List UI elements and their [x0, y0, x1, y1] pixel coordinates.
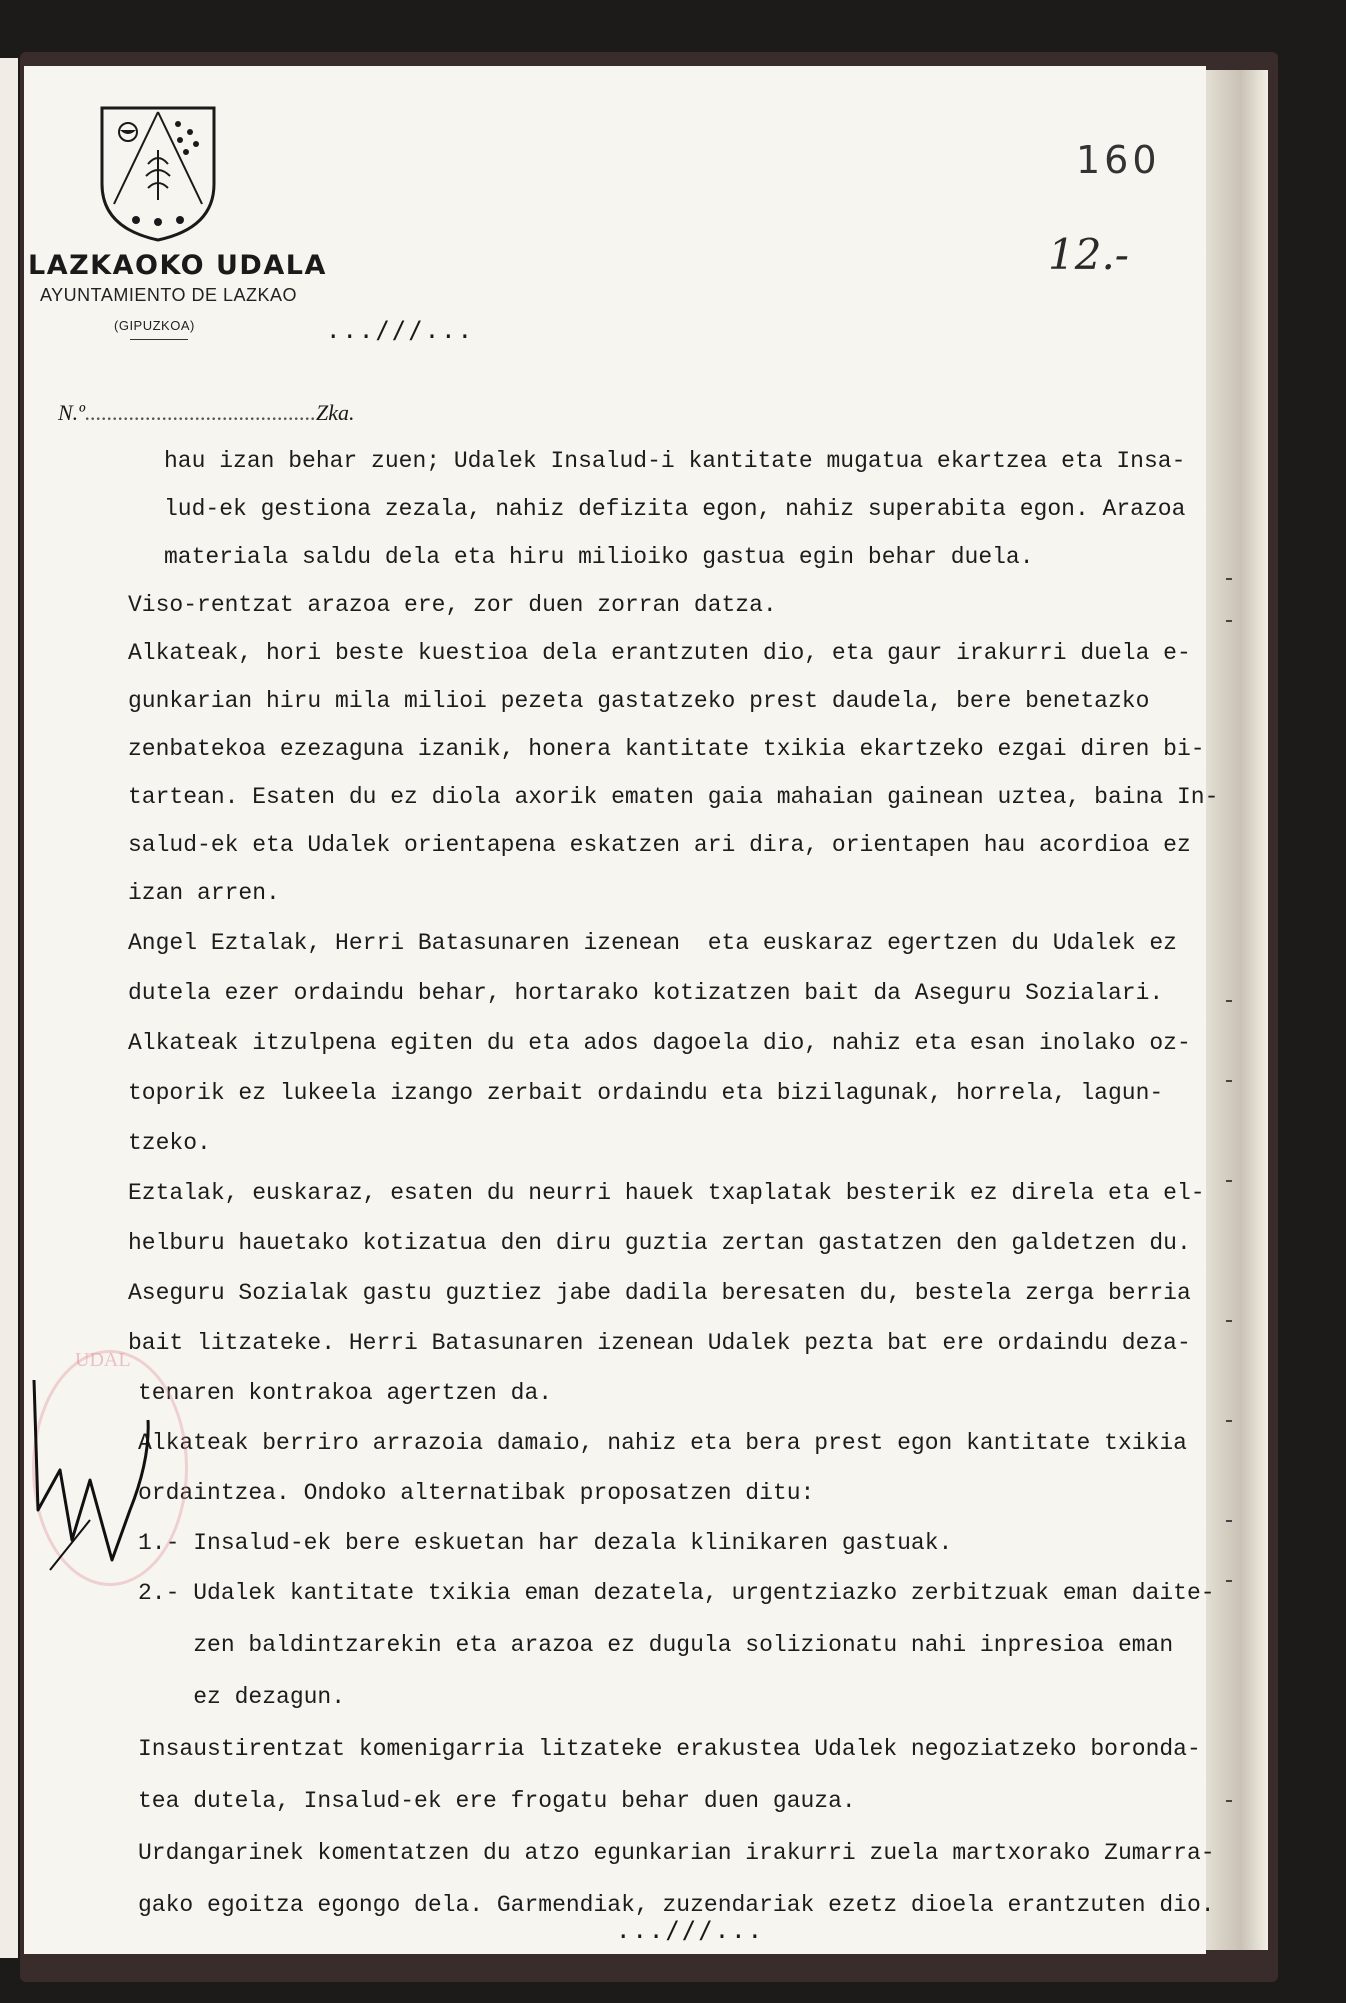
margin-mark	[1226, 1420, 1232, 1422]
page-number: 160	[1076, 138, 1161, 182]
body-line: lud-ek gestiona zezala, nahiz defizita egon, nahiz superabita egon. Arazoa	[164, 496, 1186, 522]
body-line: gunkarian hiru mila milioi pezeta gastatzeko prest daudela, bere benetazko	[128, 688, 1150, 714]
right-margin-marks	[1222, 560, 1252, 1860]
letterhead	[28, 250, 328, 340]
margin-mark	[1226, 1580, 1232, 1582]
body-line: zen baldintzarekin eta arazoa ez dugula solizionatu nahi inpresioa eman	[138, 1632, 1174, 1658]
body-line: bait litzateke. Herri Batasunaren izenean Udalek pezta bat ere ordaindu deza-	[128, 1330, 1191, 1356]
body-line: gako egoitza egongo dela. Garmendiak, zuzendariak ezetz dioela erantzuten dio.	[138, 1892, 1215, 1918]
body-line: izan arren.	[128, 880, 280, 906]
continuation-marker-top: ...///...	[326, 316, 475, 344]
body-line: Angel Eztalak, Herri Batasunaren izenean eta euskaraz egertzen du Udalek ez	[128, 930, 1177, 956]
margin-mark	[1226, 620, 1232, 622]
margin-mark	[1226, 1320, 1232, 1322]
margin-mark	[1226, 1180, 1232, 1182]
handwritten-signature	[20, 1360, 160, 1590]
body-line: Insaustirentzat komenigarria litzateke erakustea Udalek negoziatzeko boronda-	[138, 1736, 1201, 1762]
body-line: tea dutela, Insalud-ek ere frogatu behar duen gauza.	[138, 1788, 856, 1814]
body-line: ez dezagun.	[138, 1684, 346, 1710]
body-line: ordaintzea. Ondoko alternatibak proposatzen ditu:	[138, 1480, 815, 1506]
body-line: dutela ezer ordaindu behar, hortarako kotizatzen bait da Aseguru Sozialari.	[128, 980, 1164, 1006]
number-suffix: Zka.	[316, 400, 355, 425]
margin-mark	[1226, 1800, 1232, 1802]
municipality-name: LAZKAOKO UDALA	[28, 250, 327, 281]
body-line: Urdangarinek komentatzen du atzo egunkarian irakurri zuela martxorako Zumarra-	[138, 1840, 1215, 1866]
handwritten-note: 12.-	[1048, 230, 1129, 279]
municipal-crest-icon	[98, 104, 218, 244]
previous-page-edge	[0, 58, 18, 1958]
body-line: Eztalak, euskaraz, esaten du neurri hauek txaplatak besterik ez direla eta el-	[128, 1180, 1205, 1206]
body-line: Alkateak, hori beste kuestioa dela erantzuten dio, eta gaur irakurri duela e-	[128, 640, 1191, 666]
body-line: hau izan behar zuen; Udalek Insalud-i kantitate mugatua ekartzea eta Insa-	[164, 448, 1186, 474]
number-dots: ..........................................	[85, 400, 316, 425]
body-line: 1.- Insalud-ek bere eskuetan har dezala klinikaren gastuak.	[138, 1530, 953, 1556]
body-line: salud-ek eta Udalek orientapena eskatzen ari dira, orientapen hau acordioa ez	[128, 832, 1191, 858]
margin-mark	[1226, 1000, 1232, 1002]
body-line: Alkateak berriro arrazoia damaio, nahiz eta bera prest egon kantitate txikia	[138, 1430, 1187, 1456]
letterhead-divider	[130, 339, 188, 340]
municipality-subtitle: AYUNTAMIENTO DE LAZKAO	[40, 285, 298, 305]
document-page	[24, 66, 1206, 1954]
body-line: tenaren kontrakoa agertzen da.	[138, 1380, 553, 1406]
body-line: zenbatekoa ezezaguna izanik, honera kantitate txikia ekartzeko ezgai diren bi-	[128, 736, 1205, 762]
body-line: Aseguru Sozialak gastu guztiez jabe dadila beresaten du, bestela zerga berria	[128, 1280, 1191, 1306]
margin-mark	[1226, 1520, 1232, 1522]
stamp-text: UDAL	[75, 1349, 131, 1371]
province-label: (GIPUZKOA)	[114, 318, 195, 333]
body-line: helburu hauetako kotizatua den diru guztia zertan gastatzen den galdetzen du.	[128, 1230, 1191, 1256]
number-field	[58, 400, 355, 426]
body-line: materiala saldu dela eta hiru milioiko gastua egin behar duela.	[164, 544, 1034, 570]
body-line: 2.- Udalek kantitate txikia eman dezatela, urgentziazko zerbitzuak eman daite-	[138, 1580, 1215, 1606]
body-line: tzeko.	[128, 1130, 211, 1156]
body-line: Viso-rentzat arazoa ere, zor duen zorran datza.	[128, 592, 777, 618]
number-prefix: N.º	[58, 400, 85, 425]
margin-mark	[1226, 1080, 1232, 1082]
margin-mark	[1226, 578, 1232, 580]
body-line: toporik ez lukeela izango zerbait ordaindu eta bizilagunak, horrela, lagun-	[128, 1080, 1164, 1106]
body-line: Alkateak itzulpena egiten du eta ados dagoela dio, nahiz eta esan inolako oz-	[128, 1030, 1191, 1056]
body-line: tartean. Esaten du ez diola axorik ematen gaia mahaian gainean uztea, baina In-	[128, 784, 1219, 810]
continuation-marker-bottom: ...///...	[616, 1916, 765, 1944]
